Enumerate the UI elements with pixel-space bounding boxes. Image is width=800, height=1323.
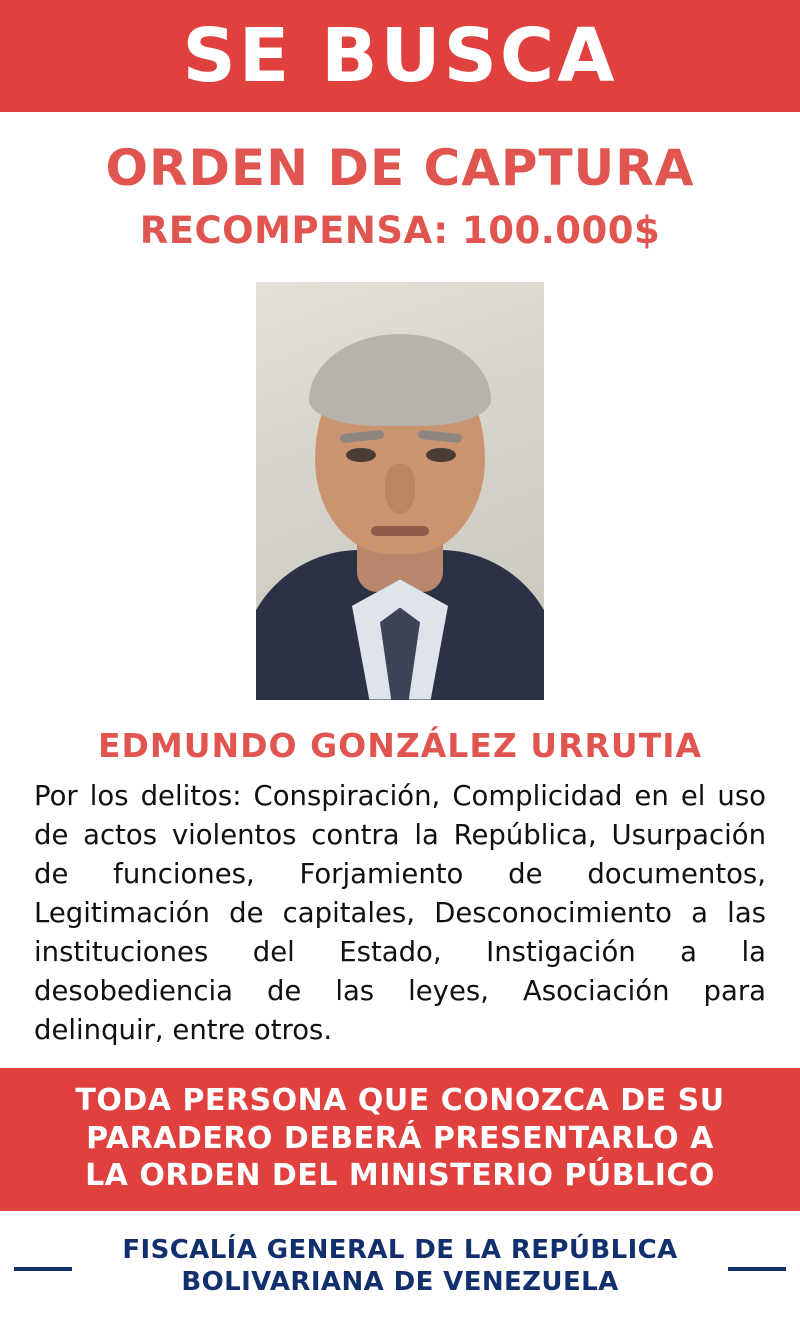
issuing-authority xyxy=(106,1235,693,1298)
banner-title: SE BUSCA xyxy=(182,13,618,99)
person-name: EDMUNDO GONZÁLEZ URRUTIA xyxy=(97,725,703,765)
footer-rule-left xyxy=(14,1267,72,1271)
notice-line-3: LA ORDEN DEL MINISTERIO PÚBLICO xyxy=(85,1158,715,1194)
eye-right-shape xyxy=(426,448,456,462)
nose-shape xyxy=(385,464,415,514)
top-banner xyxy=(0,0,800,112)
portrait-photo xyxy=(256,282,544,700)
mouth-shape xyxy=(371,526,429,536)
footer xyxy=(0,1211,800,1323)
authority-line-1: FISCALÍA GENERAL DE LA REPÚBLICA xyxy=(122,1235,678,1266)
reward-amount: RECOMPENSA: 100.000$ xyxy=(139,208,661,252)
notice-banner xyxy=(0,1068,800,1211)
arrest-order-headline: ORDEN DE CAPTURA xyxy=(105,139,695,197)
photo-container xyxy=(0,282,800,700)
charges-text: Por los delitos: Conspiración, Complicidad en el uso de actos violentos contra la República, Usurpación de funciones, Forjamiento de documentos, Legitimación de capitales, Desconocimiento a las instituciones del Estado, Instigación a la desobediencia de las leyes, Asociación para delinquir, entre otros. xyxy=(34,779,766,1046)
authority-line-2: BOLIVARIANA DE VENEZUELA xyxy=(181,1267,619,1298)
headline-block xyxy=(0,112,800,252)
eye-left-shape xyxy=(346,448,376,462)
footer-rule-right xyxy=(728,1267,786,1271)
notice-line-1: TODA PERSONA QUE CONOZCA DE SU xyxy=(75,1082,725,1118)
notice-line-2: PARADERO DEBERÁ PRESENTARLO A xyxy=(86,1120,714,1156)
